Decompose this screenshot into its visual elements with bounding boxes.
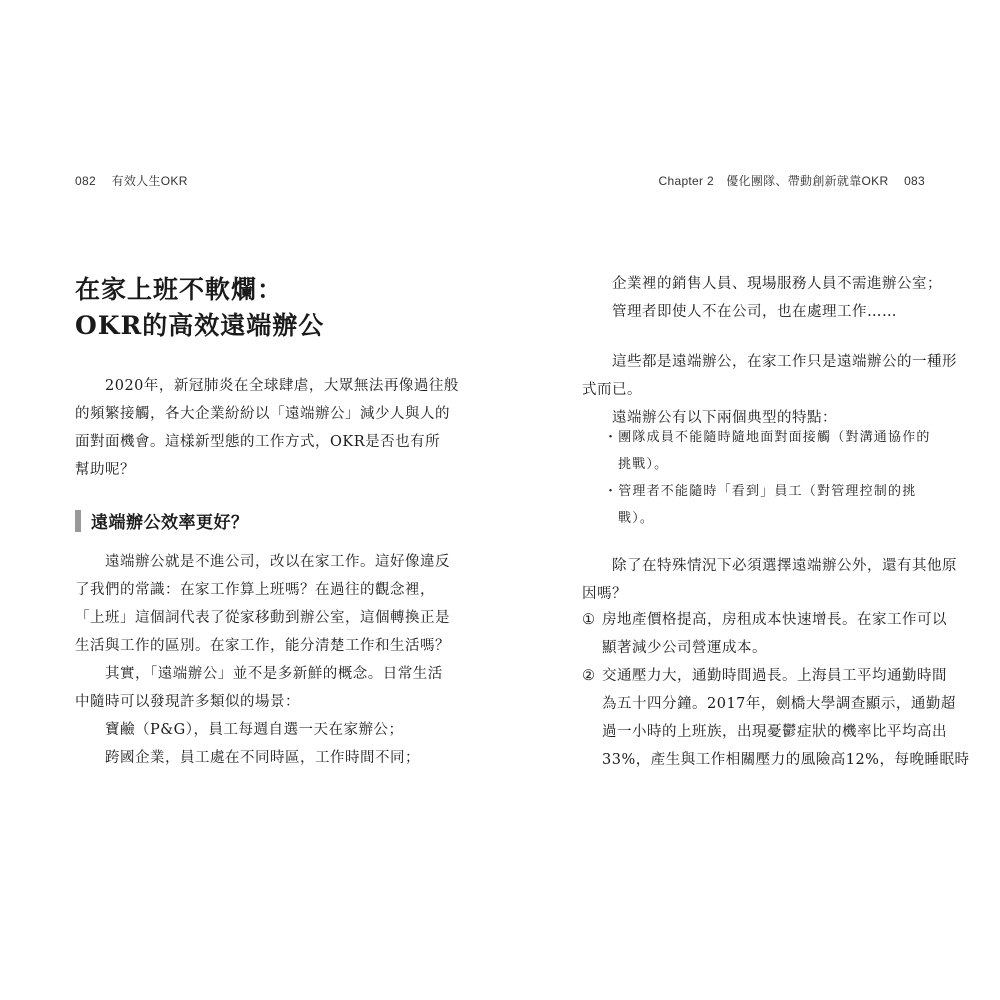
intro-line: 2020年，新冠肺炎在全球肆虐，大眾無法再像過往般 [105, 378, 459, 394]
section-title: 遠端辦公效率更好？ [91, 513, 249, 533]
right-page-number: 083 [904, 174, 925, 188]
book-title: 有效人生OKR [111, 174, 188, 188]
bullet-item: ・團隊成員不能隨時隨地面對面接觸（對溝通協作的 [604, 430, 931, 445]
bullet-continuation: 挑戰）。 [618, 457, 669, 472]
intro-line: 面對面機會。這樣新型態的工作方式，OKR是否也有所 [75, 434, 441, 450]
right-page-header [659, 172, 925, 189]
number-marker: ① [582, 612, 596, 628]
left-body [75, 548, 450, 772]
body-line: 除了在特殊情況下必須選擇遠端辦公外，還有其他原 [612, 558, 957, 574]
body-line: 其實，「遠端辦公」並不是多新鮮的概念。日常生活 [105, 666, 443, 682]
section-heading [75, 508, 249, 533]
numbered-list [582, 606, 970, 774]
body-line: 寶鹼（P&G），員工每週自選一天在家辦公； [105, 722, 404, 738]
body-line: 遠端辦公有以下兩個典型的特點： [612, 410, 837, 426]
item-continuation: 為五十四分鐘。2017年，劍橋大學調查顯示，通勤超 [602, 696, 956, 712]
left-page-number: 082 [75, 174, 96, 188]
item-text: 交通壓力大，通勤時間過長。上海員工平均通勤時間 [602, 668, 947, 684]
body-line: 中隨時可以發現許多類似的場景： [75, 694, 300, 710]
right-top-paragraph [582, 270, 942, 326]
chapter-title: Chapter 2 優化團隊、帶動創新就靠OKR [658, 174, 889, 188]
numbered-item-1 [582, 606, 947, 634]
body-line: 「上班」這個詞代表了從家移動到辦公室，這個轉換正是 [75, 610, 450, 626]
body-line: 了我們的常識：在家工作算上班嗎？在過往的觀念裡， [75, 582, 435, 598]
right-bottom-paragraph [582, 552, 957, 608]
item-continuation: 33%，產生與工作相關壓力的風險高12%，每晚睡眠時 [602, 752, 970, 768]
item-continuation: 過一小時的上班族，出現憂鬱症狀的機率比平均高出 [602, 724, 947, 740]
number-marker: ② [582, 668, 596, 684]
body-line: 管理者即使人不在公司，也在處理工作…… [612, 304, 897, 320]
bullet-item: ・管理者不能隨時「看到」員工（對管理控制的挑 [604, 484, 917, 499]
item-continuation: 顯著減少公司營運成本。 [602, 640, 767, 656]
intro-paragraph [75, 372, 459, 484]
section-bar [75, 510, 81, 532]
body-line: 因嗎？ [582, 586, 627, 602]
item-text: 房地產價格提高，房租成本快速增長。在家工作可以 [602, 612, 947, 628]
body-line: 式而已。 [582, 382, 642, 398]
body-line: 遠端辦公就是不進公司，改以在家工作。這好像違反 [105, 554, 450, 570]
intro-line: 的頻繁接觸，各大企業紛紛以「遠端辦公」減少人與人的 [75, 406, 450, 422]
body-line: 企業裡的銷售人員、現場服務人員不需進辦公室； [612, 276, 942, 292]
title-line-1: 在家上班不軟爛： [75, 275, 284, 304]
left-page-header [75, 172, 188, 189]
bullet-list [604, 424, 934, 532]
intro-line: 幫助呢？ [75, 462, 135, 478]
body-line: 生活與工作的區別。在家工作，能分清楚工作和生活嗎？ [75, 638, 450, 654]
title-line-2: OKR的高效遠端辦公 [75, 311, 325, 340]
body-line: 跨國企業，員工處在不同時區，工作時間不同； [105, 750, 420, 766]
right-mid-paragraph [582, 348, 957, 432]
bullet-continuation: 戰）。 [618, 511, 655, 526]
article-title [75, 272, 324, 344]
body-line: 這些都是遠端辦公，在家工作只是遠端辦公的一種形 [612, 354, 957, 370]
numbered-item-2 [582, 662, 947, 690]
